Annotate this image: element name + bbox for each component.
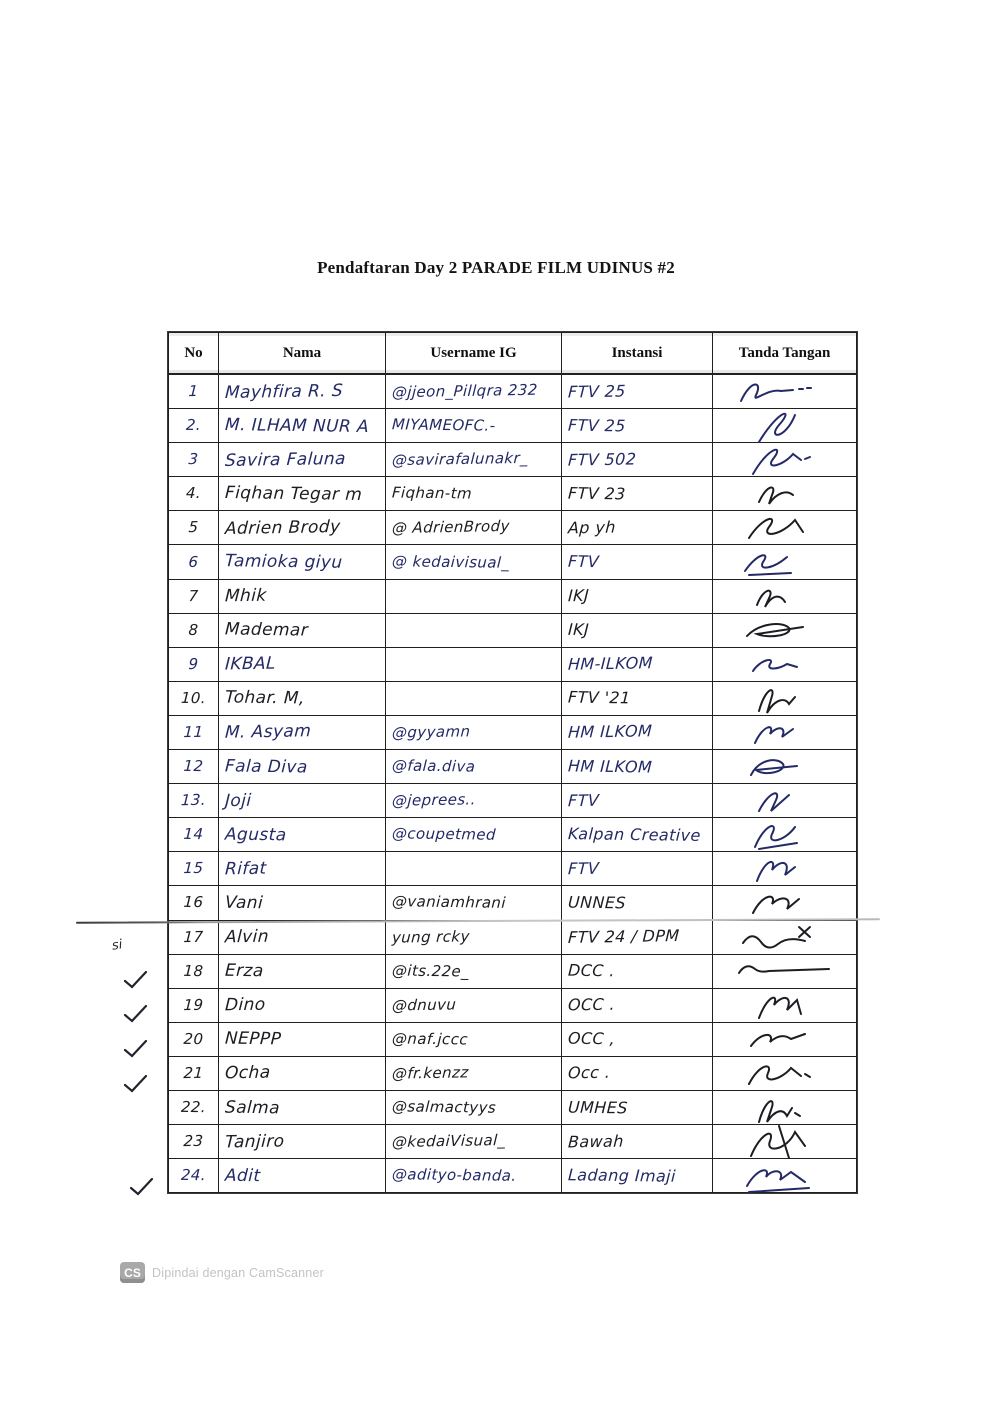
row-instansi-cell bbox=[562, 477, 713, 511]
signature-scribble-icon bbox=[725, 989, 845, 1022]
row-no-cell bbox=[169, 681, 219, 715]
row-no-cell-text: 1 bbox=[188, 381, 199, 401]
signature-scribble-icon bbox=[725, 784, 845, 817]
row-no-cell bbox=[169, 1159, 219, 1193]
row-instansi-cell-text: OCC . bbox=[567, 994, 616, 1015]
table-row bbox=[169, 579, 857, 613]
row-nama-cell bbox=[219, 374, 386, 409]
row-ig-cell bbox=[386, 511, 562, 545]
row-instansi-cell-text: Ladang Imaji bbox=[567, 1164, 677, 1186]
checkmark-icon bbox=[122, 1073, 148, 1093]
column-header-username-ig: Username IG bbox=[386, 333, 562, 375]
table-header-row bbox=[169, 333, 857, 375]
row-no-cell-text: 3 bbox=[188, 450, 199, 469]
row-signature-cell bbox=[713, 818, 857, 852]
table-row bbox=[169, 954, 857, 988]
row-no-cell bbox=[169, 647, 219, 681]
signature-scribble-icon bbox=[725, 477, 845, 510]
row-ig-cell-text: @ kedaivisual_ bbox=[391, 551, 510, 572]
row-nama-cell bbox=[219, 1022, 386, 1056]
row-ig-cell bbox=[386, 750, 562, 784]
row-no-cell-text: 15 bbox=[183, 859, 204, 878]
row-instansi-cell bbox=[562, 1090, 713, 1124]
row-signature-cell bbox=[713, 1022, 857, 1056]
row-nama-cell bbox=[219, 1125, 386, 1159]
row-ig-cell bbox=[386, 374, 562, 409]
row-signature-cell bbox=[713, 715, 857, 749]
row-instansi-cell bbox=[562, 511, 713, 545]
row-no-cell-text: 6 bbox=[188, 552, 199, 571]
row-nama-cell bbox=[219, 613, 386, 647]
table-row bbox=[169, 409, 857, 443]
row-signature-cell bbox=[713, 613, 857, 647]
signature-scribble-icon bbox=[725, 1057, 845, 1090]
row-ig-cell bbox=[386, 1056, 562, 1090]
row-ig-cell bbox=[386, 409, 562, 443]
signature-scribble-icon bbox=[725, 921, 845, 954]
row-instansi-cell bbox=[562, 715, 713, 749]
table-row bbox=[169, 1090, 857, 1124]
row-nama-cell bbox=[219, 579, 386, 613]
row-ig-cell-text: @adityo-banda. bbox=[391, 1165, 517, 1186]
row-signature-cell bbox=[713, 545, 857, 579]
signature-scribble-icon bbox=[725, 750, 845, 783]
table-row bbox=[169, 1056, 857, 1090]
row-instansi-cell-text: FTV '21 bbox=[567, 687, 632, 708]
row-no-cell bbox=[169, 954, 219, 988]
row-instansi-cell bbox=[562, 852, 713, 886]
row-no-cell bbox=[169, 1056, 219, 1090]
row-instansi-cell-text: FTV 502 bbox=[567, 449, 637, 470]
row-nama-cell-text: Tanjiro bbox=[224, 1131, 285, 1153]
row-no-cell-text: 14 bbox=[183, 825, 204, 844]
camscanner-footer bbox=[120, 1262, 324, 1283]
row-no-cell bbox=[169, 886, 219, 920]
row-signature-cell bbox=[713, 1125, 857, 1159]
table-row bbox=[169, 818, 857, 852]
row-nama-cell-text: Salma bbox=[224, 1097, 281, 1118]
column-header-no: No bbox=[169, 333, 219, 375]
row-nama-cell bbox=[219, 477, 386, 511]
table-row bbox=[169, 920, 857, 954]
signature-scribble-icon bbox=[725, 1023, 845, 1056]
row-nama-cell bbox=[219, 750, 386, 784]
row-ig-cell-text: @its.22e_ bbox=[391, 961, 470, 981]
signature-scribble-icon bbox=[725, 443, 845, 476]
row-no-cell-text: 17 bbox=[183, 927, 204, 946]
table-row bbox=[169, 784, 857, 818]
row-nama-cell-text: Savira Faluna bbox=[224, 448, 347, 471]
row-ig-cell bbox=[386, 715, 562, 749]
row-ig-cell bbox=[386, 988, 562, 1022]
row-nama-cell-text: Vani bbox=[224, 892, 264, 914]
row-signature-cell bbox=[713, 852, 857, 886]
signature-scribble-icon bbox=[725, 716, 845, 749]
signature-scribble-icon bbox=[725, 511, 845, 544]
row-instansi-cell-text: IKJ bbox=[567, 620, 590, 640]
row-no-cell-text: 5 bbox=[188, 518, 199, 537]
row-nama-cell-text: Tamioka giyu bbox=[224, 551, 344, 573]
column-header-tanda-tangan: Tanda Tangan bbox=[713, 333, 857, 375]
row-no-cell bbox=[169, 579, 219, 613]
signature-scribble-icon bbox=[725, 546, 845, 579]
signature-scribble-icon bbox=[725, 682, 845, 715]
row-no-cell-text: 19 bbox=[183, 995, 204, 1014]
row-instansi-cell-text: FTV bbox=[567, 858, 600, 879]
row-ig-cell bbox=[386, 1022, 562, 1056]
row-no-cell-text: 20 bbox=[183, 1029, 204, 1048]
row-ig-cell-text: @kedaiVisual_ bbox=[391, 1131, 507, 1152]
row-nama-cell-text: Rifat bbox=[224, 858, 268, 880]
table-row bbox=[169, 647, 857, 681]
row-signature-cell bbox=[713, 920, 857, 954]
row-nama-cell-text: Mademar bbox=[224, 619, 309, 641]
table-row bbox=[169, 750, 857, 784]
table-row bbox=[169, 1159, 857, 1193]
row-signature-cell bbox=[713, 954, 857, 988]
row-nama-cell bbox=[219, 647, 386, 681]
row-signature-cell bbox=[713, 477, 857, 511]
row-nama-cell-text: Dino bbox=[224, 994, 267, 1016]
signature-scribble-icon bbox=[725, 886, 845, 919]
row-nama-cell-text: Fala Diva bbox=[224, 756, 309, 778]
row-instansi-cell-text: FTV 25 bbox=[567, 381, 627, 402]
row-ig-cell-text: @vaniamhrani bbox=[391, 892, 507, 913]
row-instansi-cell bbox=[562, 374, 713, 409]
row-instansi-cell-text: FTV bbox=[567, 790, 600, 810]
row-signature-cell bbox=[713, 988, 857, 1022]
row-no-cell-text: 13. bbox=[180, 790, 207, 810]
row-nama-cell-text: Adit bbox=[224, 1165, 261, 1186]
row-instansi-cell-text: Bawah bbox=[567, 1131, 625, 1152]
row-ig-cell bbox=[386, 1125, 562, 1159]
registration-table bbox=[168, 332, 857, 1193]
row-no-cell-text: 2. bbox=[185, 416, 202, 435]
row-instansi-cell-text: UNNES bbox=[567, 892, 627, 913]
signature-scribble-icon bbox=[725, 1091, 845, 1124]
row-no-cell bbox=[169, 374, 219, 409]
row-signature-cell bbox=[713, 374, 857, 409]
row-nama-cell bbox=[219, 545, 386, 579]
row-ig-cell bbox=[386, 613, 562, 647]
row-ig-cell-text: @jjeon_Pillqra 232 bbox=[391, 380, 539, 402]
row-ig-cell-text: @gyyamn bbox=[391, 722, 471, 742]
table-row bbox=[169, 852, 857, 886]
row-instansi-cell bbox=[562, 1159, 713, 1193]
table-row bbox=[169, 511, 857, 545]
row-nama-cell bbox=[219, 852, 386, 886]
signature-scribble-icon bbox=[725, 409, 845, 442]
row-no-cell bbox=[169, 784, 219, 818]
row-ig-cell bbox=[386, 681, 562, 715]
column-header-nama: Nama bbox=[219, 333, 386, 375]
table-row bbox=[169, 988, 857, 1022]
table-row bbox=[169, 1125, 857, 1159]
signature-scribble-icon bbox=[725, 614, 845, 647]
row-nama-cell bbox=[219, 715, 386, 749]
row-no-cell bbox=[169, 750, 219, 784]
row-ig-cell-text: @naf.jccc bbox=[391, 1029, 469, 1049]
row-nama-cell bbox=[219, 1159, 386, 1193]
row-nama-cell bbox=[219, 681, 386, 715]
table-row bbox=[169, 715, 857, 749]
row-instansi-cell-text: Kalpan Creative bbox=[567, 823, 702, 845]
row-no-cell-text: 9 bbox=[188, 654, 199, 673]
signature-scribble-icon bbox=[725, 852, 845, 885]
row-signature-cell bbox=[713, 511, 857, 545]
row-instansi-cell bbox=[562, 954, 713, 988]
row-ig-cell bbox=[386, 954, 562, 988]
row-nama-cell-text: IKBAL bbox=[224, 653, 277, 675]
row-instansi-cell-text: FTV bbox=[567, 551, 600, 572]
row-nama-cell-text: M. ILHAM NUR A bbox=[224, 414, 370, 437]
row-instansi-cell-text: FTV 23 bbox=[567, 483, 627, 504]
row-no-cell bbox=[169, 409, 219, 443]
signature-scribble-icon bbox=[725, 648, 845, 681]
row-instansi-cell-text: Occ . bbox=[567, 1063, 611, 1083]
signature-scribble-icon bbox=[725, 818, 845, 851]
row-no-cell-text: 7 bbox=[188, 586, 199, 605]
row-instansi-cell bbox=[562, 443, 713, 477]
row-ig-cell-text: Fiqhan-tm bbox=[391, 483, 473, 503]
row-no-cell-text: 8 bbox=[188, 620, 199, 639]
row-nama-cell-text: Mhik bbox=[224, 585, 268, 607]
table-row bbox=[169, 545, 857, 579]
table-row bbox=[169, 477, 857, 511]
signature-scribble-icon bbox=[725, 375, 845, 408]
row-nama-cell bbox=[219, 954, 386, 988]
row-nama-cell bbox=[219, 511, 386, 545]
row-nama-cell bbox=[219, 1056, 386, 1090]
row-nama-cell bbox=[219, 818, 386, 852]
row-ig-cell bbox=[386, 818, 562, 852]
row-no-cell-text: 12 bbox=[183, 756, 204, 776]
checkmark-icon bbox=[122, 1038, 148, 1058]
row-no-cell-text: 4. bbox=[185, 484, 202, 503]
row-ig-cell-text: @ AdrienBrody bbox=[391, 517, 511, 538]
row-ig-cell-text: @savirafalunakr_ bbox=[391, 449, 529, 470]
row-ig-cell-text: @fala.diva bbox=[391, 756, 476, 776]
row-nama-cell bbox=[219, 784, 386, 818]
row-no-cell bbox=[169, 920, 219, 954]
row-signature-cell bbox=[713, 443, 857, 477]
signature-scribble-icon bbox=[725, 955, 845, 988]
row-nama-cell-text: Mayhfira R. S bbox=[224, 380, 344, 403]
row-no-cell-text: 21 bbox=[183, 1063, 204, 1083]
row-nama-cell bbox=[219, 1090, 386, 1124]
row-instansi-cell-text: UMHES bbox=[567, 1097, 629, 1117]
camscanner-caption: Dipindai dengan CamScanner bbox=[152, 1265, 324, 1280]
row-no-cell bbox=[169, 443, 219, 477]
checkmark-icon bbox=[128, 1176, 154, 1196]
row-ig-cell bbox=[386, 920, 562, 954]
row-instansi-cell bbox=[562, 647, 713, 681]
row-instansi-cell bbox=[562, 681, 713, 715]
row-ig-cell-text: @fr.kenzz bbox=[391, 1063, 470, 1083]
row-no-cell-text: 11 bbox=[183, 722, 204, 742]
row-instansi-cell bbox=[562, 750, 713, 784]
row-ig-cell-text: MIYAMEOFC.- bbox=[391, 415, 496, 435]
row-instansi-cell bbox=[562, 545, 713, 579]
row-nama-cell-text: Erza bbox=[224, 960, 265, 982]
row-ig-cell bbox=[386, 784, 562, 818]
row-nama-cell-text: Agusta bbox=[224, 824, 288, 846]
row-instansi-cell-text: DCC . bbox=[567, 960, 616, 981]
row-no-cell bbox=[169, 852, 219, 886]
signature-scribble-icon bbox=[725, 1125, 845, 1158]
table-row bbox=[169, 443, 857, 477]
row-instansi-cell bbox=[562, 579, 713, 613]
table-row bbox=[169, 374, 857, 409]
row-signature-cell bbox=[713, 579, 857, 613]
row-no-cell bbox=[169, 715, 219, 749]
row-ig-cell-text: @jeprees.. bbox=[391, 790, 477, 810]
table-row bbox=[169, 1022, 857, 1056]
row-instansi-cell bbox=[562, 409, 713, 443]
row-nama-cell-text: NEPPP bbox=[224, 1028, 282, 1050]
signature-scribble-icon bbox=[725, 580, 845, 613]
row-no-cell bbox=[169, 613, 219, 647]
row-no-cell bbox=[169, 1125, 219, 1159]
row-no-cell bbox=[169, 545, 219, 579]
row-nama-cell bbox=[219, 886, 386, 920]
row-nama-cell bbox=[219, 409, 386, 443]
row-ig-cell bbox=[386, 1090, 562, 1124]
row-signature-cell bbox=[713, 750, 857, 784]
row-no-cell bbox=[169, 988, 219, 1022]
row-instansi-cell-text: OCC , bbox=[567, 1029, 616, 1049]
signature-scribble-icon bbox=[725, 1159, 845, 1192]
table-row bbox=[169, 681, 857, 715]
row-no-cell bbox=[169, 477, 219, 511]
checkmark-icon bbox=[122, 969, 148, 989]
row-signature-cell bbox=[713, 1056, 857, 1090]
row-instansi-cell bbox=[562, 1056, 713, 1090]
margin-note: si bbox=[111, 937, 124, 954]
row-no-cell bbox=[169, 1022, 219, 1056]
row-nama-cell-text: Ocha bbox=[224, 1063, 272, 1084]
row-instansi-cell bbox=[562, 920, 713, 954]
table-row bbox=[169, 613, 857, 647]
row-ig-cell bbox=[386, 886, 562, 920]
row-ig-cell-text: @dnuvu bbox=[391, 995, 457, 1015]
row-nama-cell-text: Tohar. M, bbox=[224, 687, 306, 709]
row-ig-cell bbox=[386, 579, 562, 613]
row-nama-cell-text: Alvin bbox=[224, 926, 270, 948]
row-instansi-cell-text: FTV 25 bbox=[567, 415, 627, 436]
row-instansi-cell bbox=[562, 886, 713, 920]
row-no-cell-text: 16 bbox=[183, 893, 204, 912]
row-ig-cell bbox=[386, 852, 562, 886]
row-no-cell-text: 24. bbox=[180, 1166, 207, 1185]
row-no-cell-text: 23 bbox=[183, 1131, 204, 1151]
row-instansi-cell-text: FTV 24 / DPM bbox=[567, 926, 681, 948]
column-header-instansi: Instansi bbox=[562, 333, 713, 375]
row-signature-cell bbox=[713, 647, 857, 681]
row-instansi-cell bbox=[562, 1022, 713, 1056]
row-no-cell bbox=[169, 511, 219, 545]
table-row bbox=[169, 886, 857, 920]
row-no-cell bbox=[169, 818, 219, 852]
row-ig-cell bbox=[386, 545, 562, 579]
checkmark-icon bbox=[122, 1003, 148, 1023]
row-nama-cell-text: M. Asyam bbox=[224, 721, 312, 744]
row-signature-cell bbox=[713, 1090, 857, 1124]
row-ig-cell bbox=[386, 477, 562, 511]
document-title: Pendaftaran Day 2 PARADE FILM UDINUS #2 bbox=[317, 258, 675, 277]
row-signature-cell bbox=[713, 409, 857, 443]
row-instansi-cell bbox=[562, 988, 713, 1022]
row-nama-cell bbox=[219, 988, 386, 1022]
row-ig-cell-text: @salmactyys bbox=[391, 1097, 497, 1117]
row-no-cell bbox=[169, 1090, 219, 1124]
row-instansi-cell-text: HM-ILKOM bbox=[567, 653, 654, 675]
row-signature-cell bbox=[713, 1159, 857, 1193]
row-ig-cell bbox=[386, 1159, 562, 1193]
row-nama-cell-text: Adrien Brody bbox=[224, 516, 342, 539]
row-ig-cell-text: @coupetmed bbox=[391, 824, 497, 844]
row-instansi-cell bbox=[562, 784, 713, 818]
row-signature-cell bbox=[713, 886, 857, 920]
row-ig-cell-text: yung rcky bbox=[391, 926, 471, 947]
row-no-cell-text: 18 bbox=[183, 961, 204, 980]
row-instansi-cell-text: IKJ bbox=[567, 585, 590, 606]
row-nama-cell bbox=[219, 920, 386, 954]
row-nama-cell-text: Fiqhan Tegar m bbox=[224, 482, 363, 505]
row-instansi-cell-text: Ap yh bbox=[567, 517, 617, 538]
row-instansi-cell bbox=[562, 818, 713, 852]
row-ig-cell bbox=[386, 443, 562, 477]
row-signature-cell bbox=[713, 681, 857, 715]
row-nama-cell-text: Joji bbox=[224, 790, 252, 811]
row-signature-cell bbox=[713, 784, 857, 818]
row-instansi-cell-text: HM ILKOM bbox=[567, 755, 653, 777]
row-no-cell-text: 22. bbox=[180, 1097, 207, 1117]
row-instansi-cell bbox=[562, 613, 713, 647]
row-ig-cell bbox=[386, 647, 562, 681]
row-nama-cell bbox=[219, 443, 386, 477]
row-instansi-cell-text: HM ILKOM bbox=[567, 721, 653, 743]
row-instansi-cell bbox=[562, 1125, 713, 1159]
row-no-cell-text: 10. bbox=[180, 688, 207, 708]
camscanner-logo-icon: CS bbox=[120, 1262, 145, 1283]
